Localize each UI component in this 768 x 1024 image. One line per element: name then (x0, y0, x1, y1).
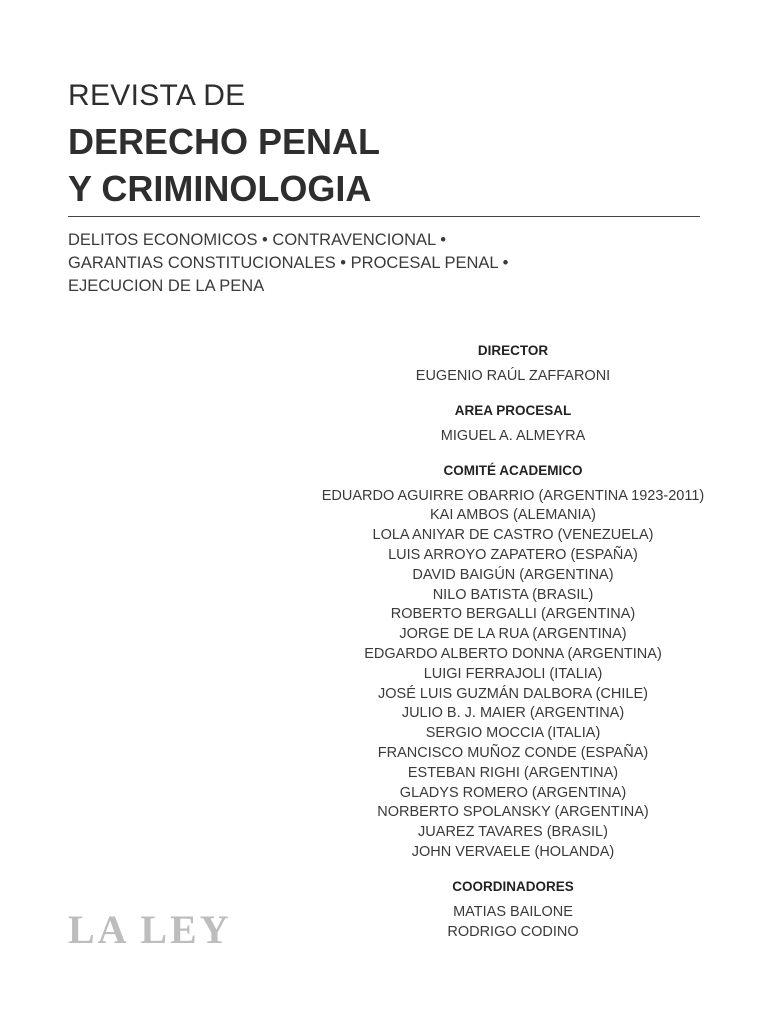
comite-members-list (313, 487, 713, 863)
coordinador-name: RODRIGO CODINO (447, 923, 579, 940)
comite-member: DAVID BAIGÚN (ARGENTINA) (412, 566, 614, 583)
title-prefix: REVISTA DE (68, 79, 246, 112)
comite-member: FRANCISCO MUÑOZ CONDE (ESPAÑA) (377, 744, 649, 761)
editorial-credits (313, 341, 713, 942)
comite-member: ROBERTO BERGALLI (ARGENTINA) (390, 606, 636, 623)
title-line-2: Y CRIMINOLOGIA (68, 168, 372, 209)
coordinador-name: MATIAS BAILONE (453, 903, 573, 920)
comite-member: JOHN VERVAELE (HOLANDA) (411, 843, 615, 860)
comite-member: GLADYS ROMERO (ARGENTINA) (399, 784, 627, 801)
topics-line-2: GARANTIAS CONSTITUCIONALES • PROCESAL PENAL • (68, 254, 509, 272)
director-heading: DIRECTOR (477, 343, 549, 358)
area-procesal-name: MIGUEL A. ALMEYRA (440, 427, 586, 444)
comite-member: JOSÉ LUIS GUZMÁN DALBORA (CHILE) (378, 685, 648, 702)
comite-member: EDGARDO ALBERTO DONNA (ARGENTINA) (364, 645, 662, 662)
title-divider (68, 216, 700, 217)
comite-member: SERGIO MOCCIA (ITALIA) (425, 725, 601, 742)
comite-member: JULIO B. J. MAIER (ARGENTINA) (401, 705, 625, 722)
title-line-1: DERECHO PENAL (68, 121, 381, 162)
comite-member: EDUARDO AGUIRRE OBARRIO (ARGENTINA 1923-2011) (321, 487, 705, 504)
comite-member: NILO BATISTA (BRASIL) (432, 586, 594, 603)
comite-member: LUIGI FERRAJOLI (ITALIA) (423, 665, 603, 682)
la-ley-logo: LA LEY (68, 907, 232, 952)
comite-member: LOLA ANIYAR DE CASTRO (VENEZUELA) (372, 527, 654, 544)
topics-line-3: EJECUCION DE LA PENA (68, 277, 265, 295)
area-procesal-heading: AREA PROCESAL (454, 402, 572, 418)
comite-member: LUIS ARROYO ZAPATERO (ESPAÑA) (388, 546, 638, 563)
coordinadores-heading: COORDINADORES (452, 878, 574, 894)
comite-member: NORBERTO SPOLANSKY (ARGENTINA) (377, 804, 649, 821)
comite-member: JORGE DE LA RUA (ARGENTINA) (399, 626, 627, 643)
director-name: EUGENIO RAÚL ZAFFARONI (415, 368, 611, 384)
comite-heading: COMITÉ ACADEMICO (443, 462, 583, 478)
comite-member: JUAREZ TAVARES (BRASIL) (418, 824, 608, 841)
comite-member: KAI AMBOS (ALEMANIA) (430, 507, 596, 524)
topics-line-1: DELITOS ECONOMICOS • CONTRAVENCIONAL • (68, 231, 446, 249)
comite-member: ESTEBAN RIGHI (ARGENTINA) (407, 764, 619, 781)
